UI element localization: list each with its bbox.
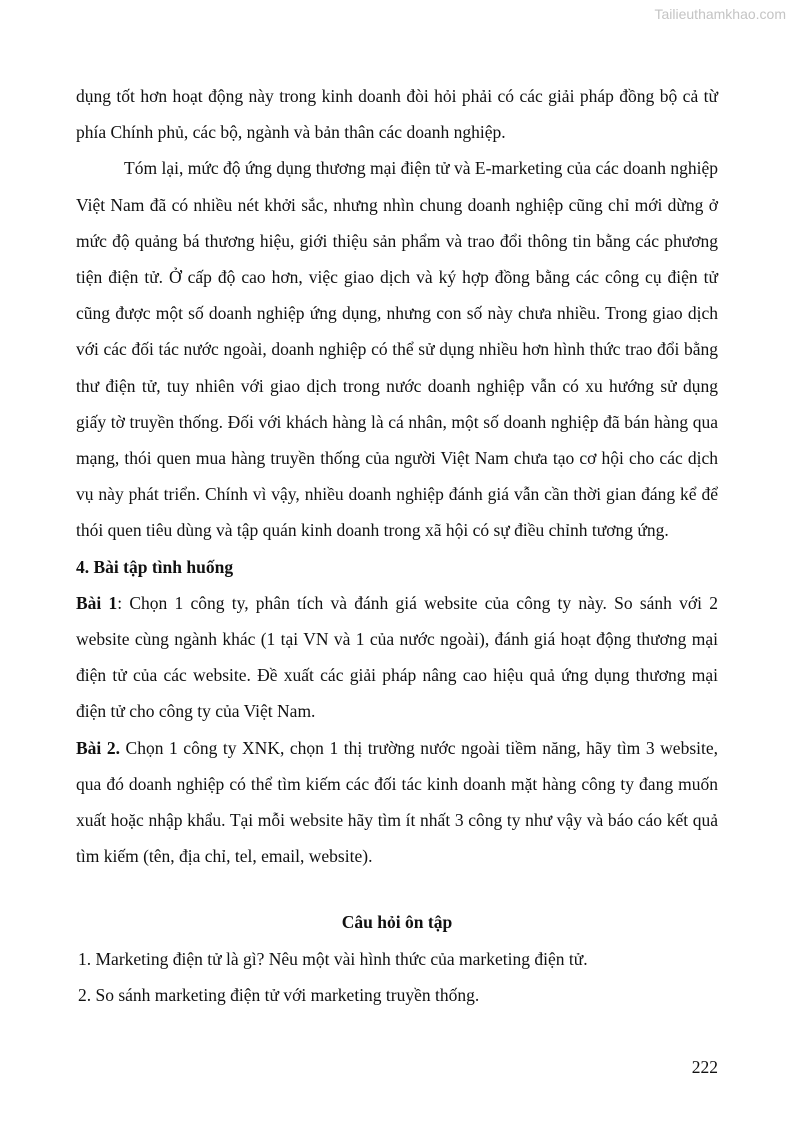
exercise-1-label: Bài 1 <box>76 592 118 613</box>
review-questions <box>76 941 718 1013</box>
paragraph-summary: Tóm lại, mức độ ứng dụng thương mại điện tử và E-marketing của các doanh nghiệp Việt Nam đã có nhiều nét khởi sắc, nhưng nhìn chung doanh nghiệp cũng chỉ mới dừng ở mức độ quảng bá thương hiệu, giới thiệu sản phẩm và trao đổi thông tin bằng các phương tiện điện tử. Ở cấp độ cao hơn, việc giao dịch và ký hợp đồng bằng các công cụ điện tử cũng được một số doanh nghiệp ứng dụng, nhưng con số này chưa nhiều. Trong giao dịch với các đối tác nước ngoài, doanh nghiệp có thể sử dụng nhiều hơn hình thức trao đổi bằng thư điện tử, tuy nhiên với giao dịch trong nước doanh nghiệp vẫn có xu hướng sử dụng giấy tờ truyền thống. Đối với khách hàng là cá nhân, một số doanh nghiệp đã bán hàng qua mạng, thói quen mua hàng truyền thống của người Việt Nam chưa tạo cơ hội cho các dịch vụ này phát triển. Chính vì vậy, nhiều doanh nghiệp đánh giá vẫn cần thời gian đáng kể để thói quen tiêu dùng và tập quán kinh doanh trong xã hội có sự điều chỉnh tương ứng. <box>76 158 718 541</box>
watermark-text: Tailieuthamkhao.com <box>654 6 786 22</box>
exercise-1-text: : Chọn 1 công ty, phân tích và đánh giá website của công ty này. So sánh với 2 website cùng ngành khác (1 tại VN và 1 của nước ngoài), đánh giá hoạt động thương mại điện tử của các website. Đề xuất các giải pháp nâng cao hiệu quả ứng dụng thương mại điện tử cho công ty của Việt Nam. <box>76 592 718 722</box>
page-number: 222 <box>691 1057 718 1077</box>
section-heading: 4. Bài tập tình huống <box>76 556 234 577</box>
exercise-2 <box>76 730 718 875</box>
exercise-2-text: Chọn 1 công ty XNK, chọn 1 thị trường nước ngoài tiềm năng, hãy tìm 3 website, qua đó doanh nghiệp có thể tìm kiếm các đối tác kinh doanh mặt hàng công ty đang muốn xuất hoặc nhập khẩu. Tại mỗi website hãy tìm ít nhất 3 công ty như vậy và báo cáo kết quả tìm kiếm (tên, địa chỉ, tel, email, website). <box>76 737 718 867</box>
review-question: 1. Marketing điện tử là gì? Nêu một vài hình thức của marketing điện tử. <box>78 948 588 969</box>
page-body <box>76 78 718 1013</box>
paragraph-continued: dụng tốt hơn hoạt động này trong kinh doanh đòi hỏi phải có các giải pháp đồng bộ cả từ phía Chính phủ, các bộ, ngành và bản thân các doanh nghiệp. <box>76 86 718 143</box>
exercise-2-label: Bài 2. <box>76 737 120 758</box>
exercise-1 <box>76 585 718 730</box>
review-question: 2. So sánh marketing điện tử với marketing truyền thống. <box>78 984 480 1005</box>
review-title: Câu hỏi ôn tập <box>341 912 453 933</box>
